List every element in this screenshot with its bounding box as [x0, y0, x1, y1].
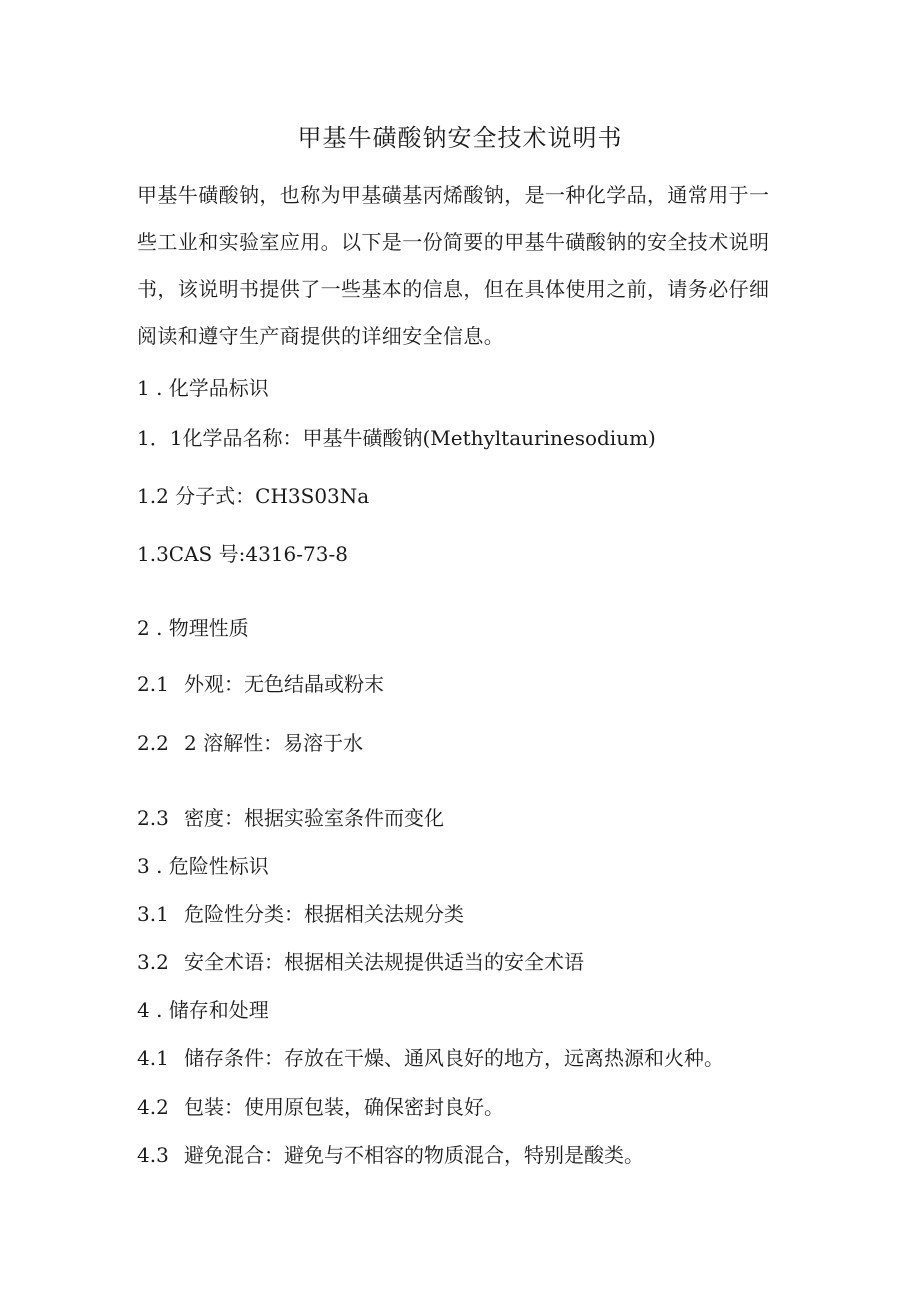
section-3-item-1 — [137, 898, 464, 927]
item-number: 4.3 — [137, 1143, 169, 1167]
item-text: 安全术语：根据相关法规提供适当的安全术语 — [184, 950, 584, 974]
item-text: 储存条件：存放在干燥、通风良好的地方，远离热源和火种。 — [184, 1046, 724, 1070]
item-number: 3.2 — [137, 950, 169, 974]
section-1-item-3: 1.3CAS 号:4316-73-8 — [137, 542, 348, 566]
section-1-item-1: 1．1化学品名称：甲基牛磺酸钠(Methyltaurinesodium) — [137, 426, 656, 450]
item-number: 2.1 — [137, 672, 169, 696]
section-4-item-2 — [137, 1091, 504, 1120]
item-number: 3.1 — [137, 902, 169, 926]
item-number: 2.3 — [137, 806, 169, 830]
section-2-heading: 2 . 物理性质 — [137, 616, 249, 640]
item-text: 避免混合：避免与不相容的物质混合，特别是酸类。 — [184, 1143, 644, 1167]
section-4-item-3 — [137, 1139, 644, 1168]
item-text: 密度：根据实验室条件而变化 — [184, 806, 444, 830]
section-4-item-1 — [137, 1042, 724, 1071]
item-text: 2 溶解性：易溶于水 — [184, 731, 364, 755]
section-2-item-3 — [137, 802, 444, 831]
item-number: 2.2 — [137, 731, 169, 755]
section-2-item-2 — [137, 727, 363, 756]
section-4-heading: 4 . 储存和处理 — [137, 998, 269, 1022]
item-text: 外观：无色结晶或粉末 — [184, 672, 384, 696]
section-1-item-2: 1.2 分子式：CH3S03Na — [137, 484, 370, 508]
section-3-heading: 3 . 危险性标识 — [137, 854, 269, 878]
intro-paragraph: 甲基牛磺酸钠，也称为甲基磺基丙烯酸钠，是一种化学品，通常用于一些工业和实验室应用。以下是一份简要的甲基牛磺酸钠的安全技术说明书，该说明书提供了一些基本的信息，但在具体使用之前，请务必仔细阅读和遵守生产商提供的详细安全信息。 — [137, 183, 770, 348]
item-text: 危险性分类：根据相关法规分类 — [184, 902, 464, 926]
section-1-heading: 1 . 化学品标识 — [137, 376, 269, 400]
item-number: 4.2 — [137, 1095, 169, 1119]
section-3-item-2 — [137, 946, 584, 975]
item-number: 4.1 — [137, 1046, 169, 1070]
section-2-item-1 — [137, 668, 384, 697]
item-text: 包装：使用原包装，确保密封良好。 — [184, 1095, 504, 1119]
document-title: 甲基牛磺酸钠安全技术说明书 — [297, 124, 623, 152]
